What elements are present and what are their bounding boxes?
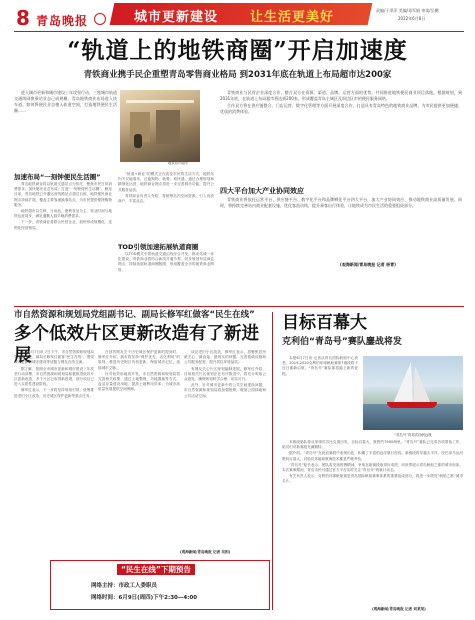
promo-title: “民生在线”下期预告: [117, 564, 195, 575]
masthead-rule: [14, 31, 464, 32]
article1-body-left: 青岛地铁商业将以轨道交通站点为依托，聚焦市民日常消费需求，加快便民业态布局，打造“一刻钟便民生活圈”。截至目前，青岛地铁已开通运营线路站点超过百座，地铁便民商业网点持续扩展，覆盖主要客流换乘站点，为市民提供便捷购物服务。 地铁超市以生鲜、日用品、便利食品为主，营业时间与地铁运营同步，满足通勤人群早晚消费需求。 下一步，青铁商业将联合民营企业，加快形成规模化、连锁化经营格局。: [14, 182, 112, 230]
article1-section-header-2: TOD引领加速拓展轨道商圈: [118, 243, 199, 251]
article1-title: “轨道上的地铁商圈”开启加速度: [67, 37, 408, 64]
article2-title: 多个低效片区更新改造有了新进展: [14, 324, 259, 366]
article3-body-main: 本赛段船队将从菲律宾苏比克湾出发，目标百慕大，航程约7900海里。“青岛号”赛队已完成各项准备工作，船员们对新赛段充满期待。 据介绍，“青岛号”在此前赛段中表现出色，积累了丰富的远洋航行经验。新赛段将穿越太平洋，经巴拿马运河驶向百慕大，对船员体能和航海技术都是严峻考验。 “青岛号”船长表示，团队将发扬拼搏精神，争取在新赛段取得好成绩，向世界展示青岛帆船之都的城市形象。本次赛事期间，青岛市民可通过官方平台实时关注“青岛号”的航行动态。 有关负责人表示，克利伯环球帆船赛是青岛国际帆船赛事体系的重要组成部分，将进一步擦亮“帆船之都”城市名片。: [282, 440, 463, 484]
article2-body-col1: 本报6月7日讯 7日下午，市自然资源和规划局党组副书记、副局长修军红做客“民生在线”，围绕城市更新和城市建设等话题与网友在线交流。 据了解，按照全市城市更新和城市建设三年攻坚行动部署，市自然资源和规划局积极推进低效片区更新改造，多个片区已取得新进展，部分项目已进入实质性建设阶段。 修军红表示，下一步将坚持规划引领，统筹推进老旧小区改造、历史城区保护更新等重点任务。: [14, 350, 94, 398]
article3-title-line2: 克利伯“青岛号”赛队鏖战将发: [282, 337, 402, 347]
article1-photo-caption: 地铁站内超市: [168, 161, 189, 165]
masthead: [0, 0, 475, 32]
promo-line1: 网络主持：市政工人委职员: [91, 583, 158, 589]
promo-box: [50, 560, 270, 610]
banner-right-text: 让生活更美好: [250, 10, 335, 25]
column-divider: [272, 312, 273, 610]
article3-title-line1: 目标百幕大: [282, 313, 367, 333]
article2-byline: (观海新闻/青岛晚报 记者 吴相): [180, 550, 231, 554]
page-number: 8: [16, 6, 30, 30]
article1-body-right-2: 青铁商业将依托运营平台、供应链平台、数字化平台和品牌孵化平台四大平台，加大产业协同效应，推动地铁商业高质量发展。同时，将持续完善站内商业配套设施，优化客流动线，提升乘客出行体验，让地铁成为市民生活的重要组成部分。: [220, 197, 462, 208]
article1-section-header-3: 四大平台加大产业协同效应: [220, 187, 304, 195]
article1-subtitle: 青铁商业携手民企重塑青岛零售商业格局 到2031年底在轨道上布局超市达200家: [83, 70, 392, 80]
promo-line2: 网络时间：6月9日(周四)下午2:30—4:00: [91, 595, 198, 601]
article2-body-col3: 谈及老旧小区改造，修军红表示，将聚焦居民最关心、最直接、最现实的问题，完善基础设施和公共服务配套，提升居住环境品质。 有网友关心片区规划编制进展。修军红介绍，目前相关片区规划正在有序推进中，将充分听取公众意见，确保规划科学合理、切实可行。 此外，针对城市更新中的公共空间建设问题，市自然资源和规划局将加强统筹，增加公园绿地和公共活动空间。: [184, 350, 266, 398]
article2-kicker: 市自然资源和规划局党组副书记、副局长修军红做客“民生在线”: [14, 310, 255, 320]
banner-left-text: 城市更新建设: [134, 10, 219, 25]
article3-body-left: 本报6月7日讯 记者从青岛国际帆船中心获悉，2019-2020克利伯环球帆船赛第7赛段将于近日重新启航，“青岛号”赛队即将踏上新的征程。: [282, 356, 358, 376]
article1-body-middle-2: 以TOD模式引领轨道交通沿线综合开发，推动站城一体化建设。青铁商业将结合新线开通节奏，同步规划布局商业网点，持续拓展轨道商圈版图，形成覆盖全市的地铁商业网络。: [118, 252, 214, 272]
article1-byline: (观海新闻/青岛晚报 记者 杨青): [340, 262, 396, 267]
article1-photo: [120, 90, 200, 162]
article3-photo: [363, 356, 463, 430]
paper-name: 青岛晚报: [36, 14, 89, 28]
article1-body-middle: “轨道+商业”的模式正在改变市民的生活方式，地铁站内不仅能乘车，还能购物、就餐、取快递。通过合理规划和精细化运营，地铁商业网点将进一步完善城市功能，提升公共服务品质。 青铁商业负责人介绍，将统筹站内空间资源，引入优质商户，丰富业态。: [118, 172, 214, 204]
newspaper-logo-icon: [94, 13, 106, 25]
divider-1: [14, 306, 464, 307]
article3-photo-caption: “青岛号”将再次扬帆远航: [394, 433, 432, 437]
issue-date: 2022年6月8日: [398, 16, 426, 21]
article3-byline: (观海新闻/青岛晚报 记者 刘某某): [372, 607, 426, 611]
article1-lead: 进入城市更新和城市建设三年攻坚行动，三座城市轨道交通线网换乘站业态已成规模，青岛地铁商业布局进入快车道。如何将便民业态植入轨道空间，打造地铁便民生活圈……: [14, 90, 117, 113]
article1-body-right: 青铁商业与民营企业深度合作，整合双方在资源、渠道、品牌、运营方面的优势，共同推进地铁便民商业项目落地。根据规划，到2031年底，在轨道上布局超市将达到200家，形成覆盖青岛主城区及周边区市的便民服务网络。 合作双方将在供应链整合、门店运营、数字化管理等方面开展深度合作，打造具有青岛特色的地铁商业品牌，为市民提供更加便捷、优质的消费体验。: [220, 90, 462, 114]
article1-section-header-1: 加速布局“一刻钟便民生活圈”: [14, 173, 101, 181]
editor-info: 责编/于翠萍 美编/邓军娟 审读/岳鹏: [376, 8, 439, 13]
article2-body-col2: 在回答网友关于历史城区保护更新的提问时，修军红介绍，我市将坚持“保护优先、活化利用”的原则，推进历史街区有机更新，保留城市记忆，延续城市文脉。 针对低效用地再开发，市自然资源和规划局将完善相关政策，通过土地整理、功能置换等方式，盘活存量建设用地，提高土地利用效率，为城市高质量发展提供空间保障。: [98, 350, 180, 392]
